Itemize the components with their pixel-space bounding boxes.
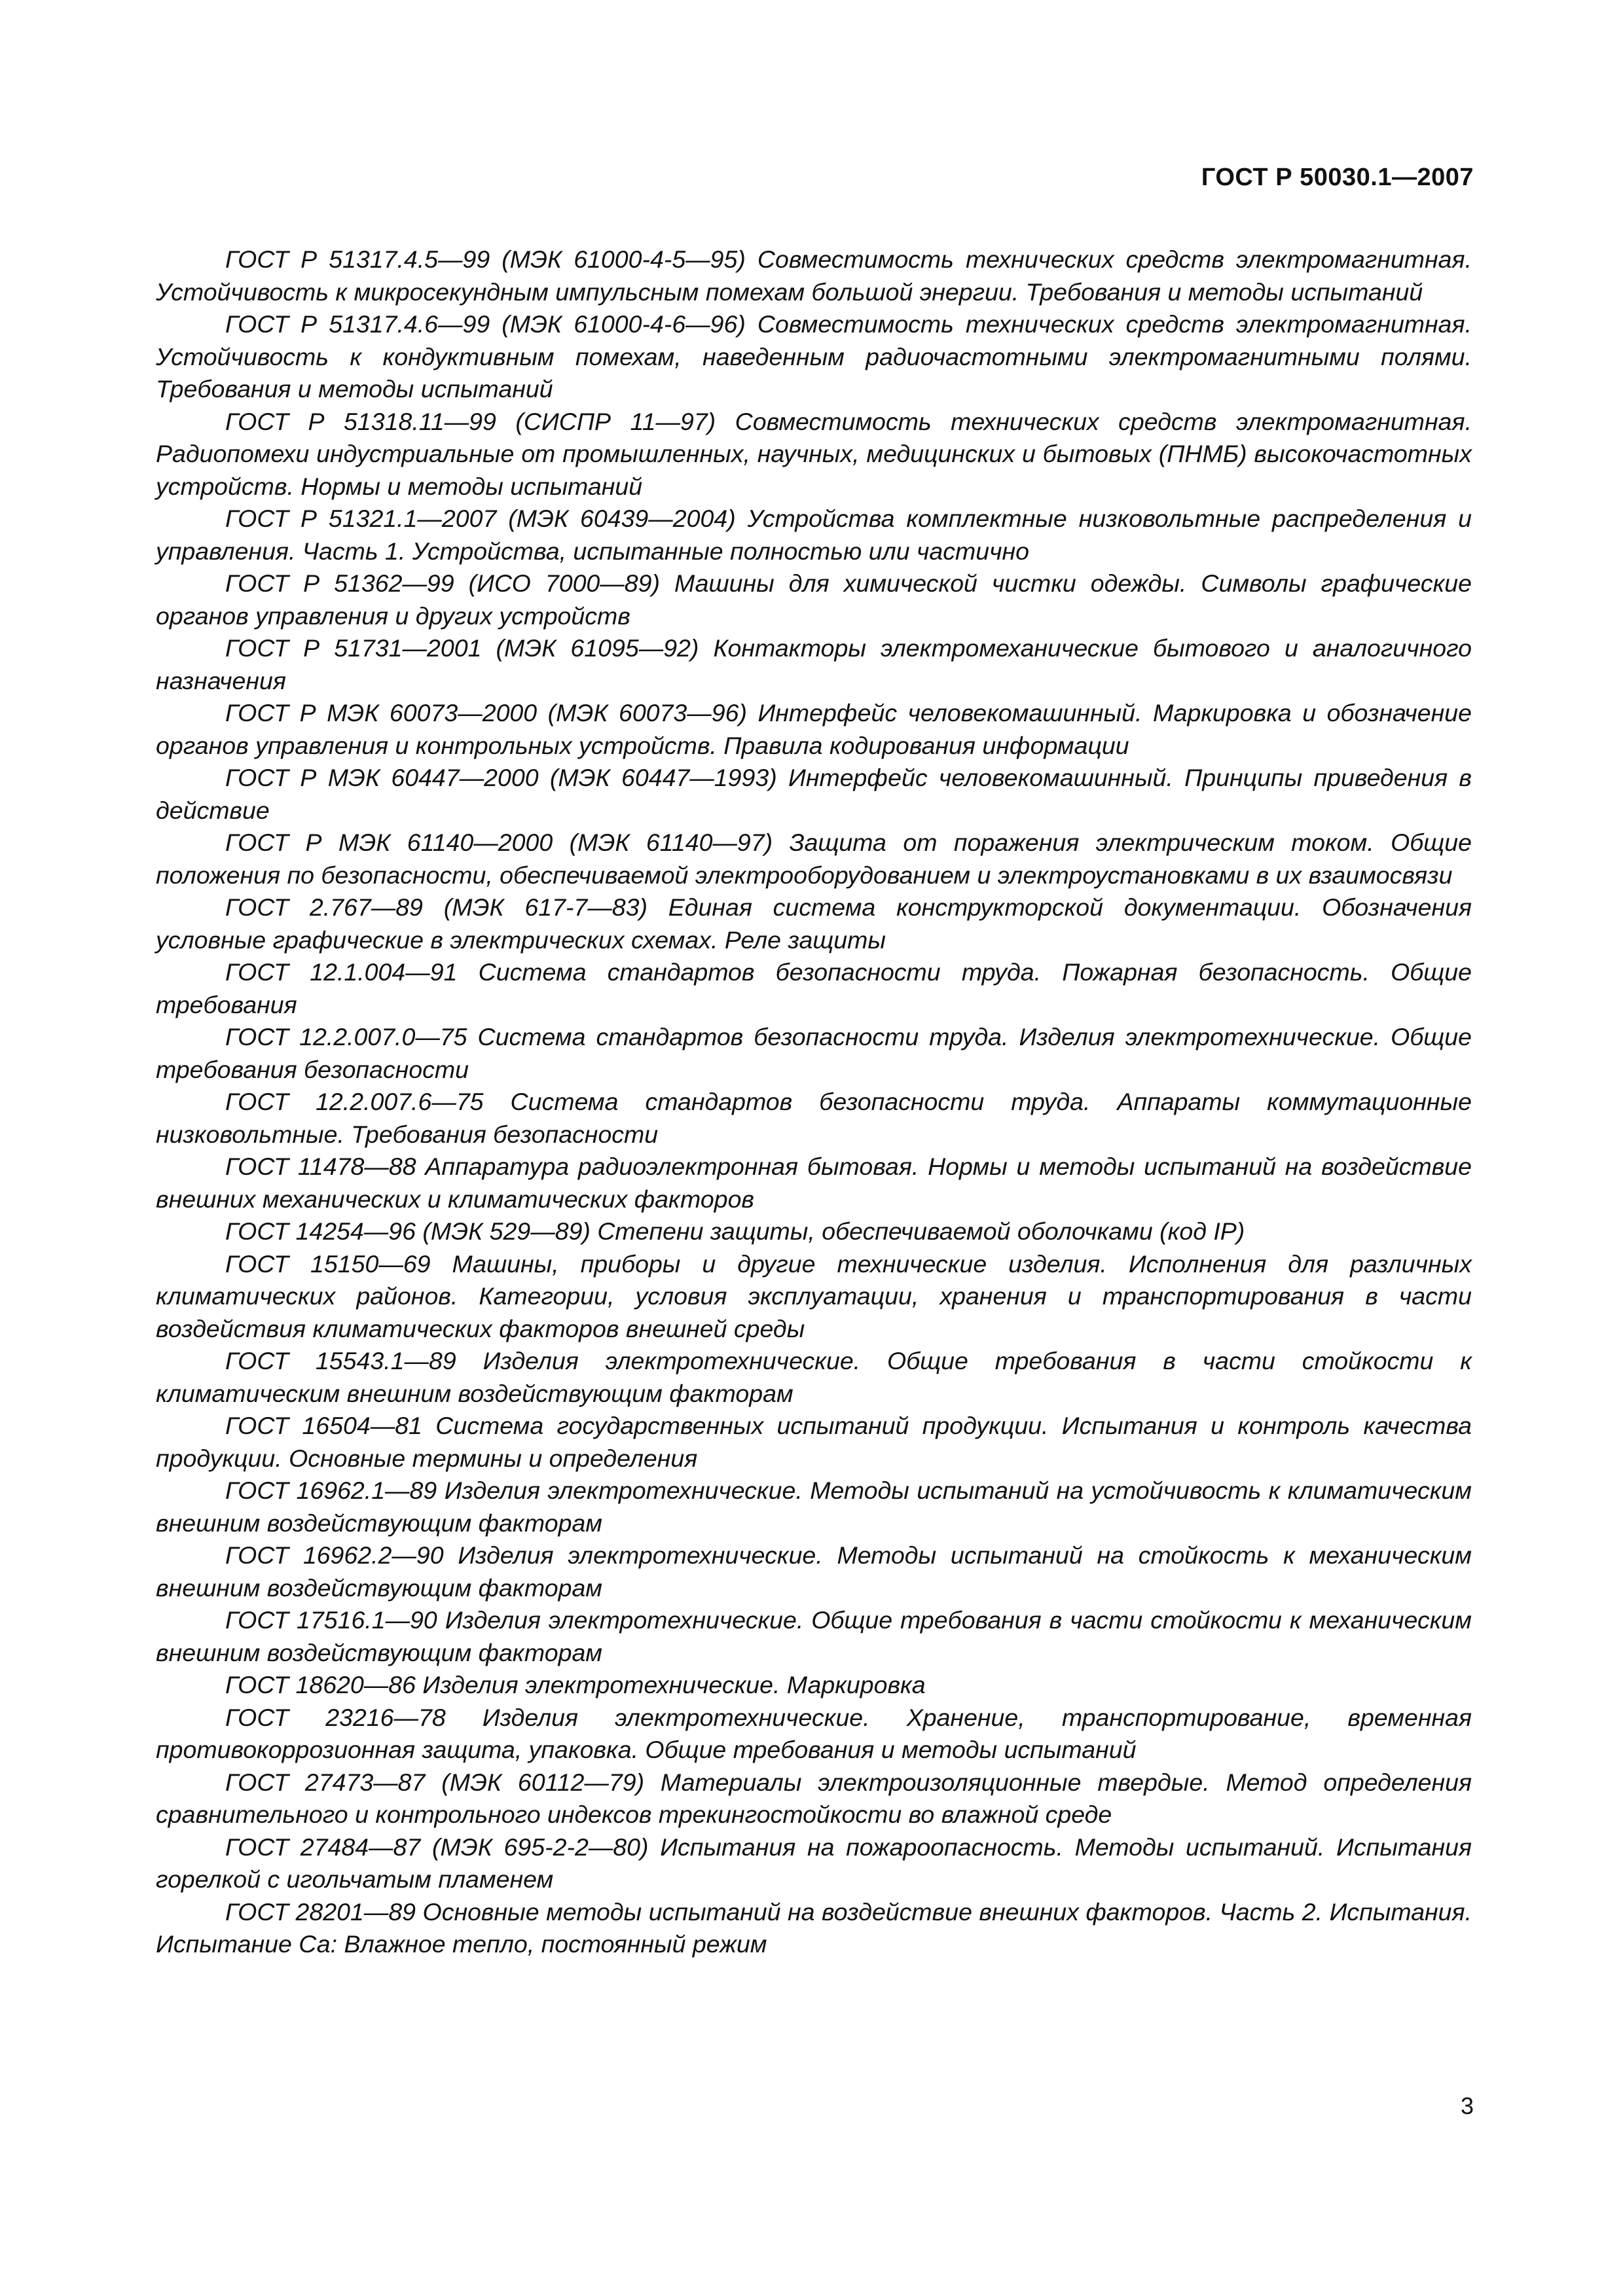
reference-item: ГОСТ Р 51317.4.5—99 (МЭК 61000-4-5—95) Совместимость технических средств электромагнитная. Устойчивость к микросекундным импульсным помехам большой энергии. Требования и методы испытаний bbox=[156, 245, 1472, 306]
reference-item: ГОСТ 12.2.007.0—75 Система стандартов безопасности труда. Изделия электротехнические. Общие требования безопасности bbox=[156, 1023, 1472, 1083]
reference-item: ГОСТ Р МЭК 60073—2000 (МЭК 60073—96) Интерфейс человекомашинный. Маркировка и обозначение органов управления и контрольных устройств. Правила кодирования информации bbox=[156, 699, 1472, 759]
reference-item: ГОСТ Р МЭК 60447—2000 (МЭК 60447—1993) Интерфейс человекомашинный. Принципы приведения в действие bbox=[156, 764, 1472, 824]
reference-item: ГОСТ 14254—96 (МЭК 529—89) Степени защиты, обеспечиваемой оболочками (код IP) bbox=[225, 1217, 1245, 1245]
reference-item: ГОСТ Р МЭК 61140—2000 (МЭК 61140—97) Защита от поражения электрическим током. Общие положения по безопасности, обеспечиваемой электрооборудованием и электроустановками в их взаимосвязи bbox=[156, 829, 1472, 889]
page-number: 3 bbox=[1460, 2092, 1474, 2119]
reference-item: ГОСТ 12.2.007.6—75 Система стандартов безопасности труда. Аппараты коммутационные низковольтные. Требования безопасности bbox=[156, 1088, 1472, 1148]
reference-item: ГОСТ Р 51321.1—2007 (МЭК 60439—2004) Устройства комплектные низковольтные распределения и управления. Часть 1. Устройства, испытанные полностью или частично bbox=[156, 505, 1472, 565]
reference-item: ГОСТ 15543.1—89 Изделия электротехнические. Общие требования в части стойкости к климатическим внешним воздействующим факторам bbox=[156, 1347, 1472, 1407]
reference-item: ГОСТ 16962.2—90 Изделия электротехнические. Методы испытаний на стойкость к механическим внешним воздействующим факторам bbox=[156, 1541, 1472, 1602]
reference-item: ГОСТ 11478—88 Аппаратура радиоэлектронная бытовая. Нормы и методы испытаний на воздействие внешних механических и климатических факторов bbox=[156, 1153, 1472, 1213]
normative-references-list bbox=[156, 243, 1472, 1961]
reference-item: ГОСТ Р 51731—2001 (МЭК 61095—92) Контакторы электромеханические бытового и аналогичного назначения bbox=[156, 634, 1472, 694]
reference-item: ГОСТ 12.1.004—91 Система стандартов безопасности труда. Пожарная безопасность. Общие требования bbox=[156, 958, 1472, 1018]
reference-item: ГОСТ 15150—69 Машины, приборы и другие технические изделия. Исполнения для различных климатических районов. Категории, условия эксплуатации, хранения и транспортирования в части воздействия климатических факторов внешней среды bbox=[156, 1249, 1472, 1342]
reference-item: ГОСТ 23216—78 Изделия электротехнические. Хранение, транспортирование, временная противокоррозионная защита, упаковка. Общие требования и методы испытаний bbox=[156, 1703, 1472, 1763]
reference-item: ГОСТ 17516.1—90 Изделия электротехнические. Общие требования в части стойкости к механическим внешним воздействующим факторам bbox=[156, 1606, 1472, 1666]
reference-item: ГОСТ Р 51362—99 (ИСО 7000—89) Машины для химической чистки одежды. Символы графические органов управления и других устройств bbox=[156, 569, 1472, 630]
reference-item: ГОСТ 28201—89 Основные методы испытаний на воздействие внешних факторов. Часть 2. Испытания. Испытание Са: Влажное тепло, постоянный режим bbox=[156, 1897, 1472, 1958]
standard-code-header: ГОСТ Р 50030.1—2007 bbox=[1201, 164, 1474, 191]
reference-item: ГОСТ 2.767—89 (МЭК 617-7—83) Единая система конструкторской документации. Обозначения условные графические в электрических схемах. Реле защиты bbox=[156, 893, 1472, 954]
reference-item: ГОСТ 16962.1—89 Изделия электротехнические. Методы испытаний на устойчивость к климатическим внешним воздействующим факторам bbox=[156, 1477, 1472, 1537]
reference-item: ГОСТ 16504—81 Система государственных испытаний продукции. Испытания и контроль качества продукции. Основные термины и определения bbox=[156, 1412, 1472, 1472]
reference-item: ГОСТ Р 51318.11—99 (СИСПР 11—97) Совместимость технических средств электромагнитная. Радиопомехи индустриальные от промышленных, научных, медицинских и бытовых (ПНМБ) высокочастотных устройств. Нормы и методы испытаний bbox=[156, 407, 1472, 500]
reference-item: ГОСТ Р 51317.4.6—99 (МЭК 61000-4-6—96) Совместимость технических средств электромагнитная. Устойчивость к кондуктивным помехам, наведенным радиочастотными электромагнитными полями. Требования и методы испытаний bbox=[156, 310, 1472, 403]
reference-item: ГОСТ 27473—87 (МЭК 60112—79) Материалы электроизоляционные твердые. Метод определения сравнительного и контрольного индексов трекингостойкости во влажной среде bbox=[156, 1768, 1472, 1828]
reference-item: ГОСТ 27484—87 (МЭК 695-2-2—80) Испытания на пожароопасность. Методы испытаний. Испытания горелкой с игольчатым пламенем bbox=[156, 1833, 1472, 1893]
reference-item: ГОСТ 18620—86 Изделия электротехнические. Маркировка bbox=[225, 1671, 926, 1698]
